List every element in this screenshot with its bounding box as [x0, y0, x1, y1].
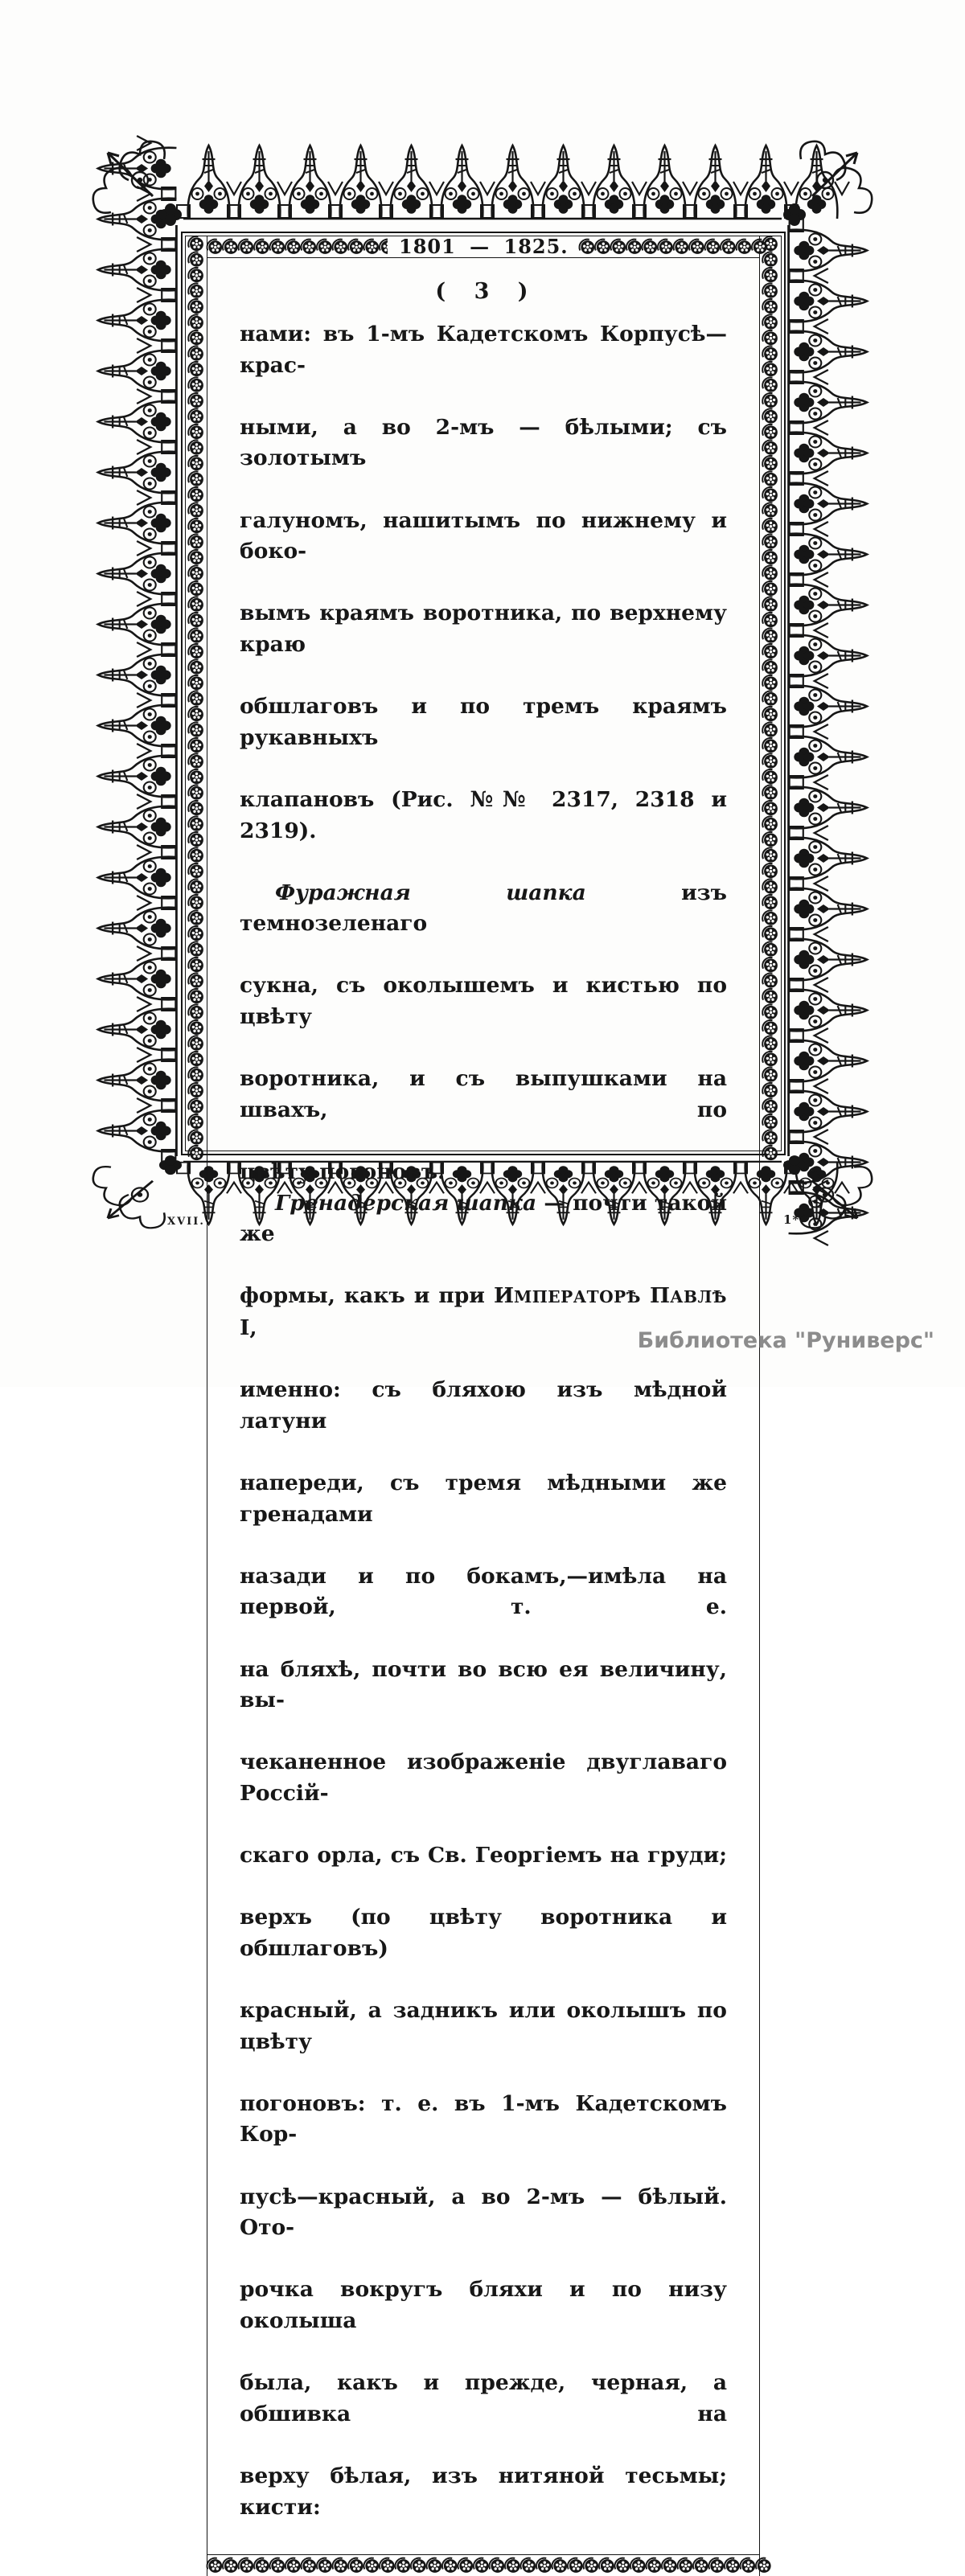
text-line — [240, 1157, 727, 1188]
text-line — [240, 1996, 727, 2089]
text-segment: цвѣту погоновъ. — [240, 1159, 446, 1185]
rosette-band-top — [207, 236, 759, 258]
text-segment: Фуражная шапка — [275, 880, 586, 905]
text-segment: пусѣ—красный, а во 2-мъ — бѣлый. Ото- — [240, 2184, 727, 2241]
border-ornament-right — [782, 225, 878, 1156]
text-segment: И — [493, 1283, 515, 1309]
text-segment: верху бѣлая, изъ нитяной тесьмы; кисти: — [240, 2463, 727, 2520]
text-line — [240, 1188, 727, 1282]
rosette-band-top-left-segment — [207, 236, 388, 257]
text-line — [240, 691, 727, 785]
text-segment: сукна, съ околышемъ и кистью по цвѣту — [240, 973, 727, 1030]
text-area — [207, 258, 759, 2554]
text-segment: МПЕРАТОРѢ — [514, 1287, 642, 1307]
text-segment: изъ темнозеленаго — [240, 880, 727, 937]
text-line — [240, 1468, 727, 1561]
text-segment: обшлаговъ и по тремъ краямъ рукавныхъ — [240, 694, 727, 750]
text-segment: вымъ краямъ воротника, по верхнему краю — [240, 601, 727, 657]
text-line — [240, 1064, 727, 1157]
text-segment: скаго орла, съ Св. Георгіемъ на груди; — [240, 1843, 727, 1868]
text-line — [240, 785, 727, 878]
rosette-band-left — [186, 236, 207, 2576]
text-line — [240, 2461, 727, 2554]
text-line — [240, 319, 727, 412]
body-text-block — [240, 319, 727, 2554]
text-segment: клапановъ (Рис. №№ 2317, 2318 и 2319). — [240, 786, 727, 843]
text-line — [240, 412, 727, 506]
border-ornament-top — [183, 135, 782, 225]
text-line — [240, 2275, 727, 2368]
text-segment: назади и по бокамъ,—имѣла на первой, т. е. — [240, 1563, 727, 1620]
text-line — [240, 1902, 727, 1996]
plate-signature: XVII. — [167, 1216, 205, 1228]
rosette-band-right — [759, 236, 781, 2576]
text-segment: напереди, съ тремя мѣдными же гренадами — [240, 1470, 727, 1527]
text-segment: именно: съ бляхою изъ мѣдной латуни — [240, 1377, 727, 1434]
text-segment: галуномъ, нашитымъ по нижнему и боко- — [240, 507, 727, 564]
text-line — [240, 2368, 727, 2461]
text-line — [240, 506, 727, 599]
text-line — [240, 598, 727, 691]
text-segment: I, — [240, 1315, 257, 1340]
text-line — [240, 1840, 727, 1902]
text-segment: нами: въ 1-мъ Кадетскомъ Корпусѣ—крас- — [240, 322, 727, 378]
border-ornament-left — [87, 225, 183, 1156]
text-segment: рочка вокругъ бляхи и по низу околыша — [240, 2277, 727, 2333]
text-line — [240, 878, 727, 971]
rosette-band-bottom — [207, 2554, 759, 2576]
library-watermark: Библиотека "Руниверс" — [637, 1328, 934, 1353]
text-segment: красный, а задникъ или околышъ по цвѣту — [240, 1998, 727, 2054]
corner-ornament-top-left-icon — [87, 135, 183, 225]
text-segment: на бляхѣ, почти во всю ея величину, вы- — [240, 1656, 727, 1713]
text-segment: была, какъ и прежде, черная, а обшивка на — [240, 2370, 727, 2426]
text-segment: — почти такой же — [240, 1190, 727, 1247]
text-segment: верхъ (по цвѣту воротника и обшлаговъ) — [240, 1905, 727, 1961]
text-segment: воротника, и съ выпушками на швахъ, по — [240, 1066, 727, 1122]
text-line — [240, 1655, 727, 1748]
text-line — [240, 2089, 727, 2182]
text-line — [240, 970, 727, 1064]
text-segment: чеканенное изображеніе двуглаваго Россій- — [240, 1749, 727, 1806]
text-segment: П — [650, 1283, 671, 1309]
text-segment: формы, какъ и при — [240, 1283, 494, 1309]
text-line — [240, 1375, 727, 1468]
text-line — [240, 1747, 727, 1840]
corner-ornament-top-right-icon — [782, 135, 878, 225]
text-segment: ными, а во 2-мъ — бѣлыми; съ золотымъ — [240, 414, 727, 471]
rosette-band-top-right-segment — [580, 236, 759, 257]
text-segment: АВЛѢ — [670, 1287, 727, 1307]
text-segment — [641, 1283, 650, 1308]
text-segment: погоновъ: т. е. въ 1-мъ Кадетскомъ Кор- — [240, 2090, 727, 2147]
text-line — [240, 2182, 727, 2275]
years-label: 1801 — 1825. — [388, 236, 580, 257]
text-segment: Гренадерская шапка — [275, 1190, 537, 1216]
page-number: ( 3 ) — [435, 279, 532, 304]
sheet-signature: 1* — [783, 1212, 800, 1227]
text-line — [240, 1561, 727, 1655]
